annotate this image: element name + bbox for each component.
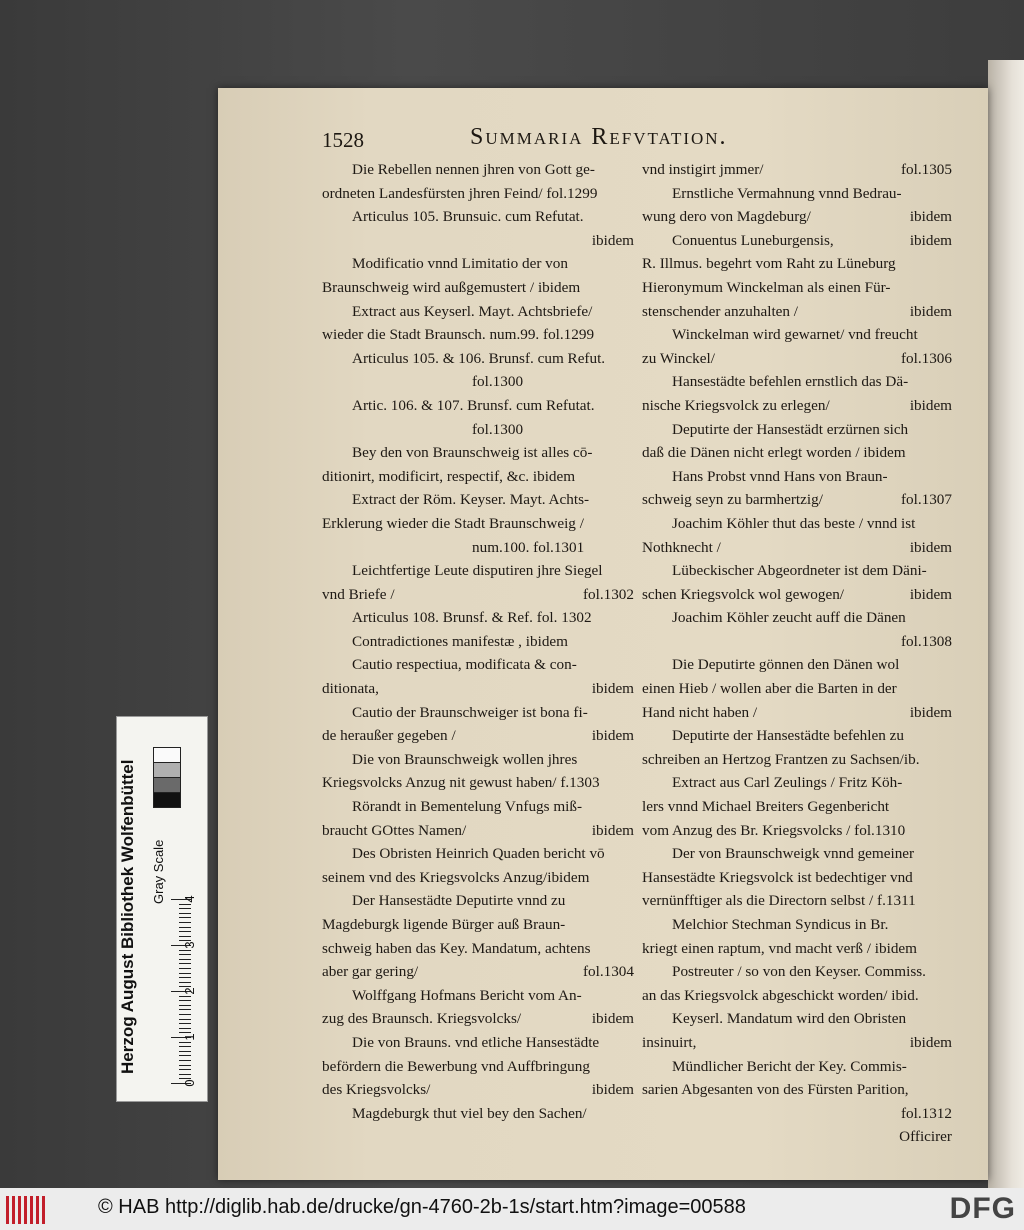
index-line — [642, 559, 952, 583]
ruler-tick — [179, 1009, 191, 1010]
index-line — [322, 205, 634, 229]
index-entry-text: sarien Abgesanten von des Fürsten Parition, — [642, 1081, 909, 1099]
index-entry-text: Cautio der Braunschweiger ist bona fi- — [352, 703, 588, 721]
index-line — [322, 842, 634, 866]
ruler-institution-label: Herzog August Bibliothek Wolfenbüttel — [118, 759, 137, 1075]
gray-swatch-black — [153, 792, 181, 808]
index-entry-text: braucht GOttes Namen/ — [322, 821, 467, 839]
index-entry-text: seinem vnd des Kriegsvolcks Anzug/ibidem — [322, 868, 590, 886]
index-entry-text: num.100. fol.1301 — [472, 538, 585, 556]
index-entry-text: vernünfftiger als die Directorn selbst / f.1311 — [642, 892, 916, 910]
index-entry-text: Hand nicht haben / — [642, 703, 758, 721]
index-line — [642, 418, 952, 442]
index-line — [322, 418, 634, 442]
index-entry-text: nische Kriegsvolck zu erlegen/ — [642, 396, 830, 414]
index-entry-text: schen Kriegsvolck wol gewogen/ — [642, 585, 845, 603]
index-line — [642, 252, 952, 276]
index-line — [642, 536, 952, 560]
index-line — [642, 795, 952, 819]
index-entry-text: Hansestädte Kriegsvolck ist bedechtiger vnd — [642, 868, 913, 886]
index-entry-text: Articulus 105. Brunsuic. cum Refutat. — [352, 208, 584, 226]
index-line — [642, 937, 952, 961]
ruler-number-4: 4 — [182, 895, 197, 903]
ruler-tick — [179, 977, 191, 978]
index-entry-reference: fol.1305 — [900, 161, 952, 178]
index-line — [642, 1078, 952, 1102]
index-entry-reference: ibidem — [591, 821, 634, 839]
index-entry-text: Hieronymum Winckelman als einen Für- — [642, 278, 891, 296]
index-line — [322, 866, 634, 890]
index-entry-text: Hansestädte befehlen ernstlich das Dä- — [672, 373, 909, 391]
index-entry-text: einen Hieb / wollen aber die Barten in der — [642, 680, 897, 698]
index-line — [322, 252, 634, 276]
index-line — [642, 158, 952, 182]
ruler-tick — [179, 913, 191, 914]
index-entry-reference: ibidem — [909, 208, 952, 226]
index-line — [642, 606, 952, 630]
index-line — [642, 1007, 952, 1031]
index-line — [322, 653, 634, 677]
index-entry-text: Hans Probst vnnd Hans von Braun- — [672, 467, 888, 485]
index-entry-text: Extract aus Carl Zeulings / Fritz Köh- — [672, 774, 903, 792]
ruler-tick — [179, 1065, 191, 1066]
index-line — [642, 724, 952, 748]
index-line — [322, 724, 634, 748]
index-entry-text: Leichtfertige Leute disputiren jhre Siegel — [352, 562, 603, 580]
index-line — [642, 370, 952, 394]
index-entry-text: Die Rebellen nennen jhren von Gott ge- — [352, 161, 595, 178]
index-line — [642, 1125, 952, 1149]
index-line — [642, 913, 952, 937]
index-column-right — [642, 158, 952, 1149]
index-line — [322, 913, 634, 937]
index-entry-text: wung dero von Magdeburg/ — [642, 208, 811, 226]
index-entry-text: Mündlicher Bericht der Key. Commis- — [672, 1057, 907, 1075]
index-entry-text: Der von Braunschweigk vnnd gemeiner — [672, 845, 915, 863]
index-line — [642, 394, 952, 418]
index-entry-text: Magdeburgk thut viel bey den Sachen/ — [352, 1104, 587, 1122]
ruler-tick — [179, 917, 191, 918]
ruler-number-0: 0 — [182, 1079, 197, 1087]
index-entry-text: Der Hansestädte Deputirte vnnd zu — [352, 892, 566, 910]
index-line — [642, 984, 952, 1008]
index-entry-text: zu Winckel/ — [642, 349, 715, 367]
index-line — [642, 441, 952, 465]
index-entry-text: stenschender anzuhalten / — [642, 302, 799, 320]
index-entry-reference: ibidem — [909, 585, 952, 603]
index-line — [642, 630, 952, 654]
index-entry-text: Postreuter / so von den Keyser. Commiss. — [672, 963, 926, 981]
ruler-tick — [179, 1046, 191, 1047]
ruler-tick — [179, 1051, 191, 1052]
index-line — [322, 323, 634, 347]
index-line — [642, 347, 952, 371]
adjacent-page-edge — [988, 60, 1024, 1188]
index-line — [322, 559, 634, 583]
index-entry-text: Articulus 108. Brunsf. & Ref. fol. 1302 — [352, 609, 592, 627]
index-entry-text: schweig haben das Key. Mandatum, achtens — [322, 939, 591, 957]
index-entry-reference: ibidem — [909, 302, 952, 320]
index-entry-text: an das Kriegsvolck abgeschickt worden/ ibid. — [642, 986, 919, 1004]
hab-logo-icon — [6, 1196, 46, 1224]
index-entry-reference: ibidem — [591, 727, 634, 745]
index-entry-text: Extract aus Keyserl. Mayt. Achtsbriefe/ — [352, 302, 593, 320]
index-entry-text: Kriegsvolcks Anzug nit gewust haben/ f.1303 — [322, 774, 600, 792]
ruler-tick — [179, 1019, 191, 1020]
ruler-tick — [179, 963, 191, 964]
index-entry-text: Braunschweig wird außgemustert / ibidem — [322, 278, 581, 296]
index-line — [322, 701, 634, 725]
index-line — [322, 1078, 634, 1102]
index-entry-text: zug des Braunsch. Kriegsvolcks/ — [322, 1010, 522, 1028]
index-line — [322, 1031, 634, 1055]
index-entry-text: Magdeburgk ligende Bürger auß Braun- — [322, 916, 566, 933]
index-line — [322, 276, 634, 300]
ruler-tick — [179, 1014, 191, 1015]
ruler-tick — [179, 1060, 191, 1061]
ruler-tick — [179, 908, 191, 909]
index-line — [642, 300, 952, 324]
index-entry-text: ordneten Landesfürsten jhren Feind/ fol.1299 — [322, 184, 598, 202]
index-entry-text: Wolffgang Hofmans Bericht vom An- — [352, 986, 582, 1004]
index-entry-text: ditionirt, modificirt, respectif, &c. ibidem — [322, 467, 576, 485]
index-entry-text: Modificatio vnnd Limitatio der von — [352, 255, 568, 273]
ruler-tick — [179, 954, 191, 955]
index-entry-text: Conuentus Luneburgensis, — [672, 231, 834, 249]
index-entry-text: Joachim Köhler zeucht auff die Dänen — [672, 609, 906, 627]
index-entry-text: Die Deputirte gönnen den Dänen wol — [672, 656, 900, 674]
index-line — [642, 771, 952, 795]
index-line — [642, 889, 952, 913]
index-line — [322, 889, 634, 913]
index-entry-text: Articulus 105. & 106. Brunsf. cum Refut. — [352, 349, 606, 367]
index-line — [322, 441, 634, 465]
gray-swatch-white — [153, 747, 181, 763]
index-entry-reference: ibidem — [909, 396, 952, 414]
index-entry-text: schweig seyn zu barmhertzig/ — [642, 491, 823, 509]
index-line — [642, 748, 952, 772]
index-line — [642, 465, 952, 489]
ruler-tick — [179, 959, 191, 960]
page-number: 1528 — [322, 128, 364, 152]
dfg-logo: DFG — [949, 1192, 1016, 1225]
ruler-tick — [179, 1005, 191, 1006]
index-line — [322, 394, 634, 418]
index-line — [642, 276, 952, 300]
index-entry-reference: ibidem — [909, 538, 952, 556]
index-entry-text: lers vnnd Michael Breiters Gegenbericht — [642, 798, 890, 816]
ruler-tick — [179, 1069, 191, 1070]
index-entry-text: insinuirt, — [642, 1033, 697, 1051]
index-entry-text: Rörandt in Bementelung Vnfugs miß- — [352, 798, 583, 816]
index-line — [322, 158, 634, 182]
index-line — [322, 677, 634, 701]
gray-swatch-light — [153, 762, 181, 778]
index-entry-text: de heraußer gegeben / — [322, 727, 456, 745]
ruler-tick — [179, 1000, 191, 1001]
color-ruler — [116, 716, 208, 1102]
index-line — [642, 1031, 952, 1055]
index-line — [642, 1055, 952, 1079]
index-entry-text: Bey den von Braunschweig ist alles cō- — [352, 444, 593, 462]
index-entry-text: Deputirte der Hansestädt erzürnen sich — [672, 420, 909, 438]
index-line — [322, 370, 634, 394]
index-entry-reference: ibidem — [909, 1033, 952, 1051]
index-entry-reference: fol.1302 — [582, 585, 634, 603]
index-entry-text: vnd instigirt jmmer/ — [642, 161, 764, 178]
index-entry-reference: fol.1307 — [900, 491, 952, 509]
index-entry-text: Die von Braunschweigk wollen jhres — [352, 750, 578, 768]
index-line — [642, 677, 952, 701]
index-line — [322, 488, 634, 512]
index-entry-text: aber gar gering/ — [322, 963, 419, 981]
index-entry-text: fol.1300 — [472, 420, 524, 438]
index-entry-text: Lübeckischer Abgeordneter ist dem Däni- — [672, 562, 927, 580]
index-line — [642, 1102, 952, 1126]
index-line — [322, 229, 634, 253]
index-entry-reference: ibidem — [591, 231, 634, 249]
footer-source-link[interactable]: © HAB http://diglib.hab.de/drucke/gn-4760-2b-1s/start.htm?image=00588 — [98, 1196, 746, 1218]
index-entry-text: schreiben an Hertzog Frantzen zu Sachsen/ib. — [642, 750, 920, 768]
footer-bar — [0, 1188, 1024, 1230]
index-line — [322, 465, 634, 489]
index-entry-text: Extract der Röm. Keyser. Mayt. Achts- — [352, 491, 590, 509]
index-line — [322, 583, 634, 607]
index-entry-text: Melchior Stechman Syndicus in Br. — [672, 916, 889, 933]
index-entry-text: Des Obristen Heinrich Quaden bericht vō — [352, 845, 605, 863]
index-line — [642, 229, 952, 253]
index-entry-reference: ibidem — [591, 1010, 634, 1028]
index-entry-text: vom Anzug des Br. Kriegsvolcks / fol.1310 — [642, 821, 906, 839]
index-line — [322, 960, 634, 984]
index-entry-text: fol.1300 — [472, 373, 524, 391]
index-entry-reference: ibidem — [591, 680, 634, 698]
ruler-number-1: 1 — [182, 1033, 197, 1041]
index-entry-text: daß die Dänen nicht erlegt worden / ibidem — [642, 444, 906, 462]
gray-scale-label: Gray Scale — [151, 839, 166, 905]
ruler-tick — [179, 1055, 191, 1056]
index-entry-text: Joachim Köhler thut das beste / vnnd ist — [672, 514, 916, 532]
index-line — [322, 748, 634, 772]
index-entry-text: Contradictiones manifestæ , ibidem — [352, 632, 568, 650]
index-line — [322, 182, 634, 206]
index-line — [642, 323, 952, 347]
running-title: Summaria Refvtation. — [470, 124, 728, 150]
index-entry-reference: ibidem — [909, 231, 952, 249]
index-line — [642, 205, 952, 229]
ruler-number-3: 3 — [182, 941, 197, 949]
index-entry-text: Die von Brauns. vnd etliche Hansestädte — [352, 1033, 600, 1051]
index-line — [322, 937, 634, 961]
index-line — [642, 960, 952, 984]
ruler-tick — [179, 968, 191, 969]
index-line — [322, 1007, 634, 1031]
index-line — [322, 819, 634, 843]
index-entry-text: ditionata, — [322, 680, 379, 698]
index-entry-text: vnd Briefe / — [322, 585, 395, 603]
index-line — [322, 536, 634, 560]
index-entry-text: Keyserl. Mandatum wird den Obristen — [672, 1010, 907, 1028]
index-entry-text: Cautio respectiua, modificata & con- — [352, 656, 577, 674]
index-line — [322, 300, 634, 324]
index-line — [642, 653, 952, 677]
index-line — [642, 182, 952, 206]
index-entry-text: befördern die Bewerbung vnd Auffbringung — [322, 1057, 590, 1075]
index-entry-text: Deputirte der Hansestädte befehlen zu — [672, 727, 904, 745]
index-entry-text: R. Illmus. begehrt vom Raht zu Lüneburg — [642, 255, 896, 273]
ruler-tick — [179, 931, 191, 932]
index-entry-reference: fol.1306 — [900, 349, 952, 367]
index-line — [322, 1102, 634, 1126]
index-line — [322, 771, 634, 795]
index-entry-text: Artic. 106. & 107. Brunsf. cum Refutat. — [352, 396, 595, 414]
index-entry-reference: fol.1308 — [900, 632, 952, 650]
ruler-number-2: 2 — [182, 987, 197, 995]
index-line — [322, 795, 634, 819]
ruler-tick — [179, 922, 191, 923]
index-column-left — [322, 158, 634, 1125]
index-entry-text: kriegt einen raptum, vnd macht verß / ibidem — [642, 939, 917, 957]
index-entry-reference: fol.1304 — [582, 963, 634, 981]
index-line — [322, 347, 634, 371]
index-line — [642, 819, 952, 843]
index-line — [642, 842, 952, 866]
index-line — [642, 488, 952, 512]
index-entry-text: Ernstliche Vermahnung vnnd Bedrau- — [672, 184, 902, 202]
index-entry-reference: ibidem — [909, 703, 952, 721]
index-entry-reference: Officirer — [899, 1128, 952, 1146]
ruler-tick — [179, 973, 191, 974]
index-entry-text: wieder die Stadt Braunsch. num.99. fol.1299 — [322, 326, 595, 344]
index-line — [322, 1055, 634, 1079]
index-entry-reference: fol.1312 — [900, 1104, 952, 1122]
index-entry-reference: ibidem — [591, 1081, 634, 1099]
index-line — [642, 512, 952, 536]
gray-swatch-dark — [153, 777, 181, 793]
index-line — [642, 583, 952, 607]
index-line — [642, 701, 952, 725]
ruler-tick — [179, 1023, 191, 1024]
index-line — [322, 984, 634, 1008]
index-line — [642, 866, 952, 890]
index-entry-text: Erklerung wieder die Stadt Braunschweig / — [322, 514, 584, 532]
index-entry-text: Nothknecht / — [642, 538, 721, 556]
index-line — [322, 512, 634, 536]
index-line — [322, 606, 634, 630]
index-entry-text: des Kriegsvolcks/ — [322, 1081, 431, 1099]
index-entry-text: Winckelman wird gewarnet/ vnd freucht — [672, 326, 918, 344]
ruler-tick — [179, 927, 191, 928]
index-line — [322, 630, 634, 654]
